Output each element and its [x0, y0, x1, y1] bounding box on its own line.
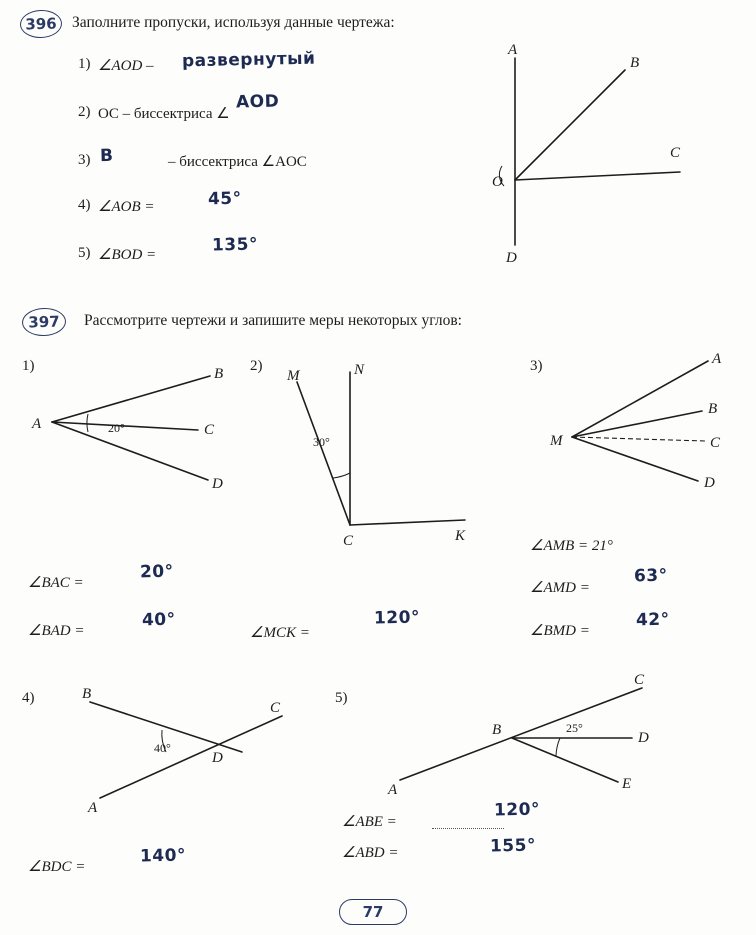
item-396-1-text: ∠AOD –	[98, 58, 154, 74]
item-396-4-text: ∠AOB =	[98, 199, 155, 215]
figure-397-4	[70, 686, 310, 820]
figure-397-5-label-B: B	[492, 722, 502, 738]
figure-397-2-label-M: M	[287, 368, 300, 384]
figure-397-5-label-E: E	[622, 776, 632, 792]
figure-396-label-C: C	[670, 145, 681, 161]
item-396-2-answer: AOD	[235, 91, 280, 113]
figure-397-2	[255, 360, 475, 549]
answer-abe-dots	[432, 828, 504, 829]
figure-397-4-label-B: B	[82, 686, 92, 702]
figure-397-2-label-K: K	[455, 528, 466, 544]
item-396-4-answer: 45°	[207, 188, 242, 210]
figure-397-1-label-A: A	[32, 416, 42, 432]
answer-bad-value: 40°	[141, 609, 176, 631]
figure-397-5-label-D: D	[638, 730, 649, 746]
exercise-number-397-text: 397	[28, 312, 60, 332]
figure-397-4-label-D: D	[212, 750, 223, 766]
page-number	[339, 899, 407, 925]
figure-397-5-index: 5)	[335, 690, 348, 706]
figure-397-2-label-C: C	[343, 533, 354, 549]
answer-bac-label: ∠BAC =	[28, 575, 84, 591]
answer-abe-value: 120°	[493, 799, 541, 821]
figure-397-1-index: 1)	[22, 358, 35, 374]
exercise-397-prompt: Рассмотрите чертежи и запишите меры некоторых углов:	[84, 312, 462, 329]
figure-397-4-index: 4)	[22, 690, 35, 706]
item-396-3-text: – биссектриса ∠AOC	[168, 154, 307, 170]
figure-397-3-label-D: D	[704, 475, 715, 491]
item-396-3-answer-before: B	[99, 145, 114, 167]
figure-397-1-label-C: C	[204, 422, 215, 438]
item-396-1-answer: развернутый	[181, 48, 316, 72]
answer-bmd-label: ∠BMD =	[530, 623, 590, 639]
figure-397-5-label-C: C	[634, 672, 645, 688]
page-number-text: 77	[362, 903, 384, 921]
exercise-number-396	[20, 9, 63, 38]
item-396-5-text: ∠BOD =	[98, 247, 157, 263]
exercise-396-prompt: Заполните пропуски, используя данные чертежа:	[72, 14, 395, 31]
answer-mck-value: 120°	[373, 607, 421, 629]
figure-397-4-angle: 40°	[154, 741, 171, 755]
figure-397-3	[540, 351, 740, 505]
figure-397-5	[380, 672, 660, 810]
item-396-3-index: 3)	[78, 152, 91, 168]
answer-abe-label: ∠ABE =	[342, 814, 397, 830]
figure-396	[470, 40, 700, 265]
figure-397-1	[30, 360, 250, 505]
figure-397-1-label-D: D	[212, 476, 223, 492]
answer-amd-label: ∠AMD =	[530, 580, 590, 596]
answer-bdc-value: 140°	[139, 845, 187, 867]
figure-397-4-label-A: A	[88, 800, 98, 816]
exercise-number-397	[22, 307, 67, 337]
figure-397-3-index: 3)	[530, 358, 543, 374]
figure-397-3-label-C: C	[710, 435, 721, 451]
answer-abd-value: 155°	[489, 835, 537, 857]
figure-396-label-A: A	[508, 42, 518, 58]
answer-abd-label: ∠ABD =	[342, 845, 399, 861]
figure-397-2-index: 2)	[250, 358, 263, 374]
figure-397-3-label-M: M	[550, 433, 563, 449]
figure-397-3-label-B: B	[708, 401, 718, 417]
answer-mck-label: ∠MCK =	[250, 625, 310, 641]
figure-397-3-label-A: A	[712, 351, 722, 367]
figure-396-label-D: D	[506, 250, 517, 266]
item-396-2-index: 2)	[78, 104, 91, 120]
answer-bmd-value: 42°	[635, 609, 670, 631]
figure-397-2-label-N: N	[354, 362, 365, 378]
figure-397-5-label-A: A	[388, 782, 398, 798]
item-396-5-index: 5)	[78, 245, 91, 261]
figure-397-4-label-C: C	[270, 700, 281, 716]
figure-397-1-angle: 20°	[108, 421, 125, 435]
answer-bac-value: 20°	[139, 561, 174, 583]
answer-amb-label: ∠AMB = 21°	[530, 538, 613, 554]
answer-amd-value: 63°	[633, 565, 668, 587]
item-396-4-index: 4)	[78, 197, 91, 213]
figure-397-5-angle: 25°	[566, 721, 583, 735]
item-396-1-index: 1)	[78, 56, 91, 72]
item-396-2-text: OC – биссектриса ∠	[98, 106, 230, 122]
answer-bdc-label: ∠BDC =	[28, 859, 86, 875]
item-396-5-answer: 135°	[211, 234, 259, 256]
figure-396-label-B: B	[630, 55, 640, 71]
answer-bad-label: ∠BAD =	[28, 623, 85, 639]
figure-397-1-label-B: B	[214, 366, 224, 382]
figure-397-2-angle: 30°	[313, 435, 330, 449]
exercise-number-396-text: 396	[25, 14, 57, 34]
figure-396-label-O: O	[492, 174, 503, 190]
